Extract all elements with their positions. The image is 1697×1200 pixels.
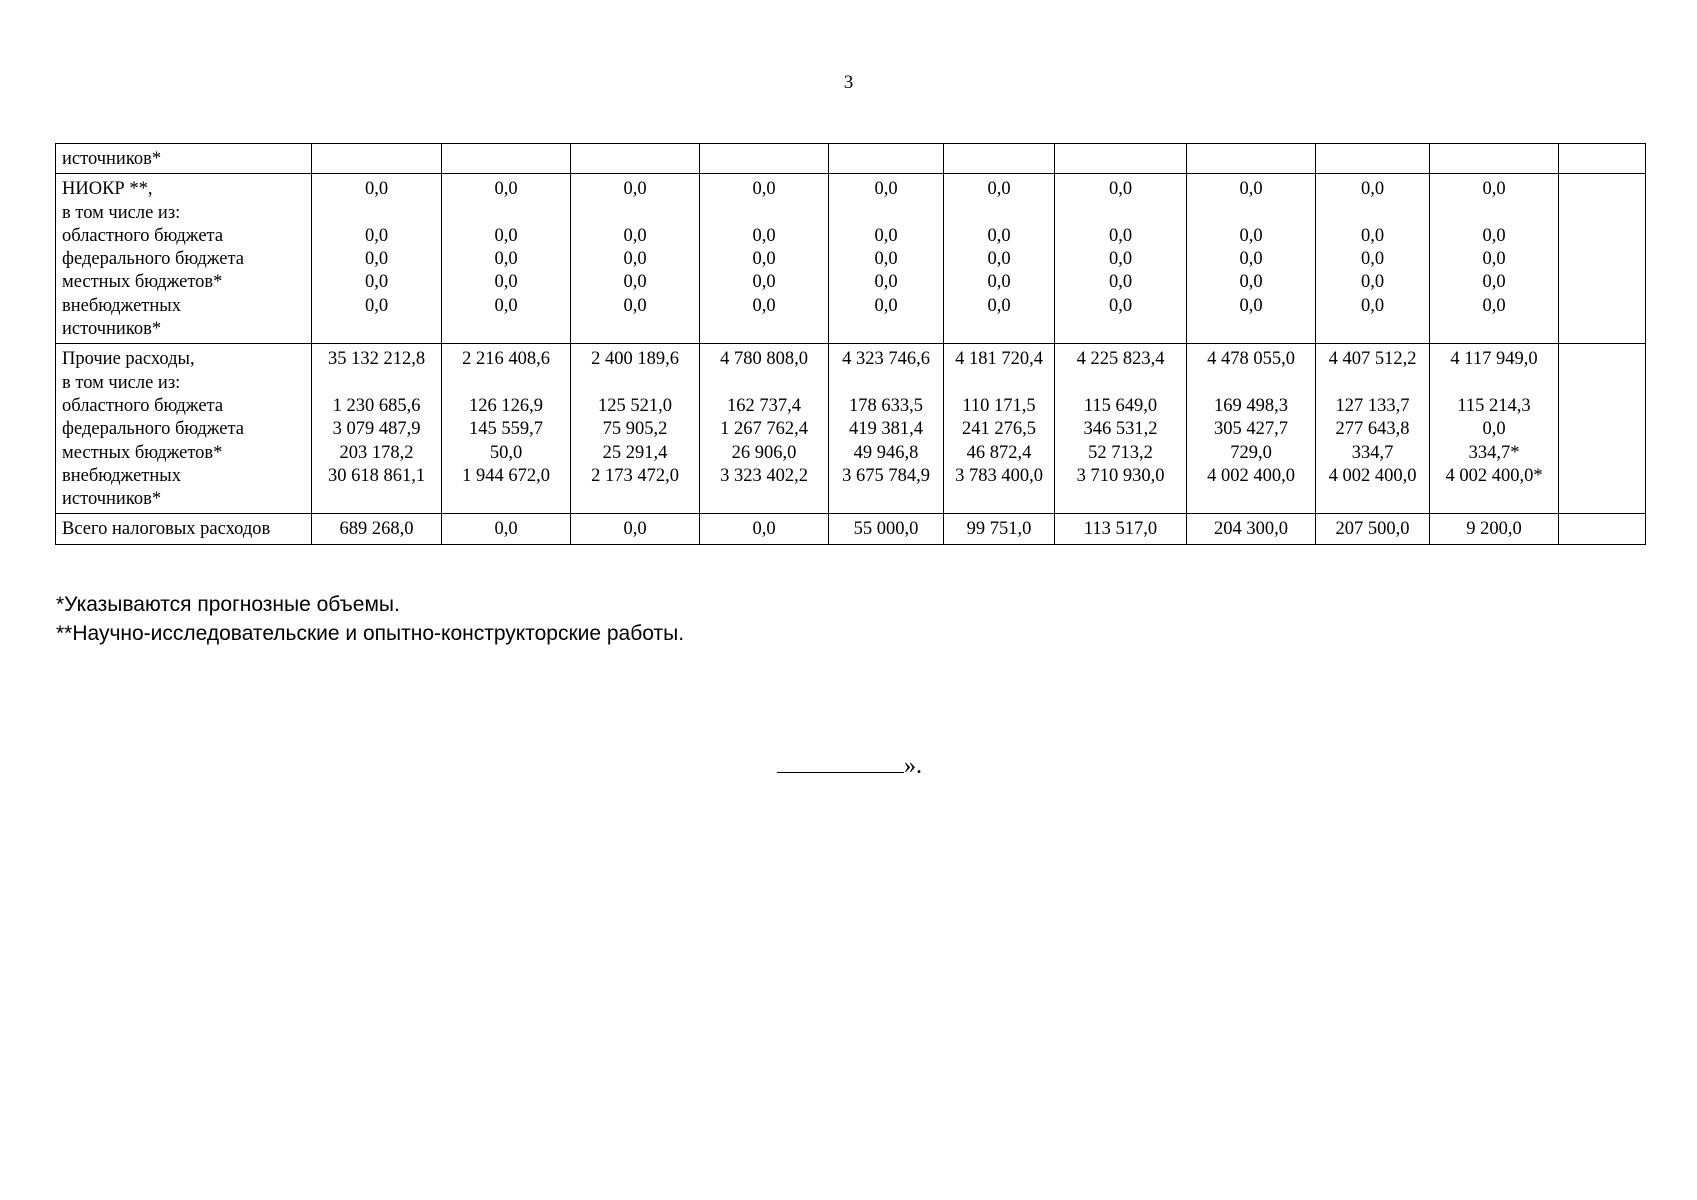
cell-value: 2 400 189,6 xyxy=(591,349,679,370)
cell-value: 0,0 xyxy=(494,179,518,200)
cell-value: 0,0 xyxy=(987,179,1011,200)
cell-value: 0,0 xyxy=(1360,179,1385,200)
cell-value xyxy=(833,148,939,171)
cell-value: 0,0 xyxy=(1108,295,1133,316)
cell-value xyxy=(575,318,695,341)
table-cell xyxy=(1559,174,1646,344)
cell-value xyxy=(316,148,437,171)
cell-value: 729,0 xyxy=(1230,442,1272,463)
table-cell xyxy=(1430,514,1559,544)
row-label-line: областного бюджета xyxy=(62,225,224,246)
cell-value xyxy=(1059,148,1182,171)
cell-value: 0,0 xyxy=(752,249,776,270)
cell-value: 3 323 402,2 xyxy=(720,465,808,486)
cell-value xyxy=(316,202,437,225)
cell-value xyxy=(1059,372,1182,395)
table-cell xyxy=(1316,144,1430,174)
cell-value xyxy=(1320,372,1425,395)
table-cell xyxy=(944,514,1055,544)
cell-value: 0,0 xyxy=(494,249,518,270)
table-cell xyxy=(312,144,442,174)
cell-value: 26 906,0 xyxy=(731,442,797,463)
table-cell xyxy=(1559,144,1646,174)
cell-value xyxy=(948,148,1050,171)
table-cell xyxy=(442,144,571,174)
table-cell xyxy=(1430,174,1559,344)
table-cell xyxy=(1559,514,1646,544)
table-cell xyxy=(944,174,1055,344)
cell-value xyxy=(575,202,695,225)
cell-value xyxy=(446,318,566,341)
cell-value: 4 225 823,4 xyxy=(1076,349,1165,370)
cell-value: 30 618 861,1 xyxy=(327,465,426,486)
cell-value xyxy=(1191,202,1311,225)
cell-value xyxy=(948,372,1050,395)
table-cell xyxy=(442,174,571,344)
cell-value: 0,0 xyxy=(623,519,647,540)
table-cell xyxy=(1187,174,1316,344)
cell-value: 0,0 xyxy=(752,272,776,293)
cell-value: 49 946,8 xyxy=(853,442,919,463)
cell-value xyxy=(704,202,824,225)
table-cell xyxy=(312,174,442,344)
cell-value: 50,0 xyxy=(489,442,523,463)
cell-value xyxy=(948,202,1050,225)
cell-value xyxy=(1563,178,1641,201)
cell-value: 346 531,2 xyxy=(1083,419,1158,440)
cell-value xyxy=(1320,318,1425,341)
cell-value: 0,0 xyxy=(494,295,518,316)
row-label-line: в том числе из: xyxy=(62,202,181,223)
cell-value: 0,0 xyxy=(1360,295,1385,316)
table-cell xyxy=(1430,344,1559,514)
cell-value xyxy=(1059,318,1182,341)
closing-quote: ». xyxy=(904,753,922,779)
cell-value: 162 737,4 xyxy=(727,395,801,416)
cell-value xyxy=(704,372,824,395)
cell-value: 0,0 xyxy=(623,249,647,270)
cell-value xyxy=(1191,318,1311,341)
table-cell xyxy=(1316,344,1430,514)
row-label xyxy=(56,144,312,174)
cell-value: 0,0 xyxy=(1239,249,1263,270)
cell-value xyxy=(833,318,939,341)
cell-value xyxy=(1434,488,1554,511)
row-label-line: областного бюджета xyxy=(62,395,224,416)
footnotes xyxy=(56,590,684,648)
footnote-forecast: *Указываются прогнозные объемы. xyxy=(56,593,400,616)
cell-value xyxy=(446,202,566,225)
cell-value: 0,0 xyxy=(1360,225,1385,246)
budget-table xyxy=(55,143,1646,545)
cell-value: 0,0 xyxy=(364,249,389,270)
row-other-expenses xyxy=(56,344,1646,514)
cell-value xyxy=(1563,518,1641,541)
cell-value xyxy=(833,488,939,511)
cell-value xyxy=(948,318,1050,341)
cell-value: 0,0 xyxy=(1482,272,1506,293)
table-cell xyxy=(1559,344,1646,514)
cell-value xyxy=(833,202,939,225)
cell-value xyxy=(575,372,695,395)
cell-value: 115 214,3 xyxy=(1457,395,1531,416)
cell-value: 0,0 xyxy=(874,272,898,293)
cell-value: 3 079 487,9 xyxy=(332,419,421,440)
cell-value xyxy=(1191,148,1311,171)
cell-value: 4 181 720,4 xyxy=(955,349,1043,370)
cell-value: 0,0 xyxy=(494,225,518,246)
cell-value xyxy=(1434,372,1554,395)
table-cell xyxy=(1316,174,1430,344)
cell-value: 127 133,7 xyxy=(1335,395,1410,416)
cell-value: 0,0 xyxy=(1108,225,1133,246)
cell-value: 0,0 xyxy=(364,179,389,200)
cell-value: 55 000,0 xyxy=(853,519,919,540)
row-label xyxy=(56,174,312,344)
table-cell xyxy=(700,144,829,174)
cell-value xyxy=(1059,488,1182,511)
cell-value: 4 002 400,0* xyxy=(1445,465,1543,486)
cell-value: 0,0 xyxy=(1482,249,1506,270)
row-label-line: местных бюджетов* xyxy=(62,442,223,463)
cell-value: 4 407 512,2 xyxy=(1328,349,1417,370)
table-cell xyxy=(829,174,944,344)
table-cell xyxy=(1187,514,1316,544)
cell-value xyxy=(704,318,824,341)
cell-value: 110 171,5 xyxy=(962,395,1036,416)
cell-value xyxy=(575,148,695,171)
row-label-line: источников* xyxy=(62,149,162,169)
table-cell xyxy=(829,144,944,174)
cell-value: 35 132 212,8 xyxy=(327,349,426,370)
cell-value: 4 780 808,0 xyxy=(720,349,808,370)
table-cell xyxy=(1055,174,1187,344)
row-label-line: в том числе из: xyxy=(62,372,181,393)
cell-value xyxy=(446,488,566,511)
cell-value: 9 200,0 xyxy=(1466,519,1522,540)
cell-value: 0,0 xyxy=(364,225,389,246)
cell-value: 0,0 xyxy=(752,179,776,200)
cell-value: 25 291,4 xyxy=(602,442,668,463)
cell-value: 0,0 xyxy=(364,295,389,316)
cell-value: 0,0 xyxy=(623,295,647,316)
cell-value: 0,0 xyxy=(1108,179,1133,200)
cell-value: 75 905,2 xyxy=(602,419,668,440)
cell-value: 113 517,0 xyxy=(1083,519,1158,540)
cell-value: 207 500,0 xyxy=(1335,519,1410,540)
cell-value xyxy=(1059,202,1182,225)
table-cell xyxy=(1316,514,1430,544)
cell-value: 1 230 685,6 xyxy=(332,395,421,416)
table-cell xyxy=(312,514,442,544)
cell-value: 4 478 055,0 xyxy=(1207,349,1295,370)
row-label-line: источников* xyxy=(62,489,162,510)
table-cell xyxy=(944,144,1055,174)
table-cell xyxy=(571,514,700,544)
table-cell xyxy=(1055,514,1187,544)
cell-value xyxy=(704,148,824,171)
row-label-line: Всего налоговых расходов xyxy=(62,519,271,540)
table-cell xyxy=(442,344,571,514)
cell-value xyxy=(833,372,939,395)
cell-value: 0,0 xyxy=(623,179,647,200)
table-cell xyxy=(571,144,700,174)
cell-value: 0,0 xyxy=(364,272,389,293)
cell-value: 52 713,2 xyxy=(1088,442,1153,463)
cell-value: 169 498,3 xyxy=(1214,395,1288,416)
cell-value: 126 126,9 xyxy=(469,395,543,416)
cell-value xyxy=(704,488,824,511)
cell-value: 145 559,7 xyxy=(469,419,543,440)
cell-value xyxy=(1434,318,1554,341)
cell-value: 204 300,0 xyxy=(1214,519,1288,540)
cell-value: 0,0 xyxy=(874,295,898,316)
cell-value: 0,0 xyxy=(987,225,1011,246)
cell-value xyxy=(1320,148,1425,171)
cell-value: 0,0 xyxy=(1482,419,1506,440)
cell-value: 0,0 xyxy=(987,272,1011,293)
cell-value: 99 751,0 xyxy=(966,519,1032,540)
table-cell xyxy=(829,514,944,544)
cell-value: 334,7* xyxy=(1468,442,1520,463)
cell-value: 0,0 xyxy=(752,519,776,540)
cell-value xyxy=(1434,148,1554,171)
cell-value: 4 117 949,0 xyxy=(1450,349,1538,370)
cell-value: 0,0 xyxy=(1108,272,1133,293)
row-label xyxy=(56,344,312,514)
cell-value xyxy=(316,488,437,511)
table-cell xyxy=(700,344,829,514)
table-cell xyxy=(1055,344,1187,514)
cell-value xyxy=(1320,202,1425,225)
cell-value: 0,0 xyxy=(1482,225,1506,246)
cell-value: 0,0 xyxy=(752,225,776,246)
cell-value xyxy=(1320,488,1425,511)
table-cell xyxy=(700,514,829,544)
closing-mark xyxy=(777,748,922,780)
cell-value: 305 427,7 xyxy=(1214,419,1288,440)
cell-value: 0,0 xyxy=(1360,272,1385,293)
cell-value: 277 643,8 xyxy=(1335,419,1410,440)
row-label-line: федерального бюджета xyxy=(62,249,245,270)
cell-value xyxy=(1563,348,1641,371)
cell-value xyxy=(1434,202,1554,225)
cell-value: 0,0 xyxy=(752,295,776,316)
cell-value: 0,0 xyxy=(874,179,898,200)
cell-value: 0,0 xyxy=(623,225,647,246)
cell-value: 689 268,0 xyxy=(339,519,414,540)
table-cell xyxy=(829,344,944,514)
row-label xyxy=(56,514,312,544)
footnote-niokr: **Научно-исследовательские и опытно-конструкторские работы. xyxy=(56,622,685,645)
cell-value: 203 178,2 xyxy=(339,442,414,463)
cell-value: 0,0 xyxy=(494,519,518,540)
cell-value: 334,7 xyxy=(1351,442,1394,463)
cell-value: 0,0 xyxy=(1360,249,1385,270)
cell-value xyxy=(575,488,695,511)
cell-value: 115 649,0 xyxy=(1083,395,1158,416)
table-cell xyxy=(700,174,829,344)
cell-value: 0,0 xyxy=(1108,249,1133,270)
cell-value xyxy=(948,488,1050,511)
cell-value xyxy=(316,318,437,341)
cell-value xyxy=(1191,372,1311,395)
cell-value xyxy=(1563,148,1641,171)
cell-value: 4 323 746,6 xyxy=(842,349,930,370)
cell-value xyxy=(446,148,566,171)
table-cell xyxy=(1187,344,1316,514)
row-tax-expenses-total xyxy=(56,514,1646,544)
signature-blank-line xyxy=(777,748,904,773)
table-cell xyxy=(944,344,1055,514)
table-cell xyxy=(571,174,700,344)
cell-value xyxy=(316,372,437,395)
row-niokr xyxy=(56,174,1646,344)
cell-value: 2 216 408,6 xyxy=(462,349,550,370)
cell-value: 0,0 xyxy=(494,272,518,293)
table-cell xyxy=(1055,144,1187,174)
cell-value: 0,0 xyxy=(874,225,898,246)
cell-value: 419 381,4 xyxy=(849,419,923,440)
row-sources-continued xyxy=(56,144,1646,174)
cell-value xyxy=(1191,488,1311,511)
cell-value: 3 710 930,0 xyxy=(1076,465,1165,486)
table-cell xyxy=(1430,144,1559,174)
cell-value: 0,0 xyxy=(1482,295,1506,316)
cell-value: 1 944 672,0 xyxy=(462,465,550,486)
row-label-line: НИОКР **, xyxy=(62,179,153,200)
page-number: 3 xyxy=(843,72,854,93)
cell-value: 0,0 xyxy=(987,249,1011,270)
cell-value: 4 002 400,0 xyxy=(1328,465,1417,486)
row-label-line: местных бюджетов* xyxy=(62,272,223,293)
row-label-line: федерального бюджета xyxy=(62,419,245,440)
table-cell xyxy=(442,514,571,544)
table-cell xyxy=(1187,144,1316,174)
row-label-line: внебюджетных xyxy=(62,295,181,316)
cell-value: 3 783 400,0 xyxy=(955,465,1043,486)
cell-value: 3 675 784,9 xyxy=(842,465,930,486)
row-label-line: Прочие расходы, xyxy=(62,349,195,370)
cell-value: 1 267 762,4 xyxy=(720,419,808,440)
cell-value: 46 872,4 xyxy=(966,442,1032,463)
cell-value: 241 276,5 xyxy=(962,419,1036,440)
cell-value: 0,0 xyxy=(1239,179,1263,200)
cell-value: 0,0 xyxy=(1482,179,1506,200)
table-cell xyxy=(571,344,700,514)
cell-value: 2 173 472,0 xyxy=(591,465,679,486)
table-cell xyxy=(312,344,442,514)
row-label-line: внебюджетных xyxy=(62,465,181,486)
cell-value: 0,0 xyxy=(1239,272,1263,293)
cell-value: 0,0 xyxy=(1239,225,1263,246)
row-label-line: источников* xyxy=(62,319,162,340)
cell-value: 0,0 xyxy=(1239,295,1263,316)
cell-value: 0,0 xyxy=(987,295,1011,316)
cell-value: 0,0 xyxy=(874,249,898,270)
cell-value: 0,0 xyxy=(623,272,647,293)
cell-value: 4 002 400,0 xyxy=(1207,465,1295,486)
cell-value: 125 521,0 xyxy=(598,395,672,416)
cell-value xyxy=(446,372,566,395)
cell-value: 178 633,5 xyxy=(849,395,923,416)
